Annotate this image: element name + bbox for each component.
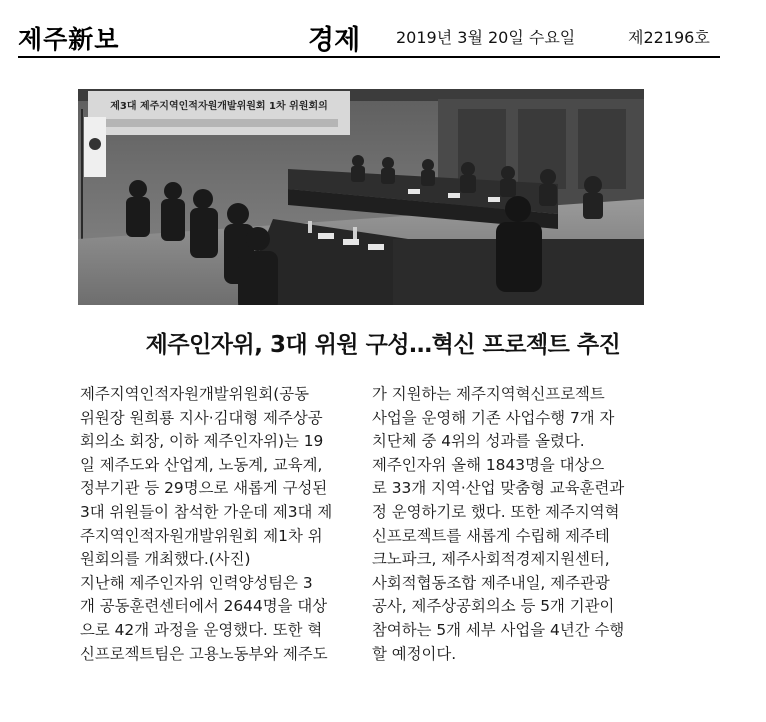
article-line: 크노파크, 제주사회적경제지원센터, <box>372 550 610 569</box>
article-line: 회의소 회장, 이하 제주인자위)는 19 <box>80 432 324 451</box>
issue-number: 제22196호 <box>628 28 710 47</box>
article-line: 정 운영하기로 했다. 또한 제주지역혁 <box>372 502 620 521</box>
masthead <box>18 18 720 56</box>
article-column-left <box>80 383 362 666</box>
article-line: 참여하는 5개 세부 사업을 4년간 수행 <box>372 620 625 639</box>
article-line: 로 33개 지역·산업 맞춤형 교육훈련과 <box>372 479 625 498</box>
article-headline: 제주인자위, 3대 위원 구성…혁신 프로젝트 추진 <box>145 332 621 358</box>
publication-date: 2019년 3월 20일 수요일 <box>396 28 576 47</box>
article-line: 사업을 운영해 기존 사업수행 7개 자 <box>372 408 615 427</box>
article-line: 지난해 제주인자위 인력양성팀은 3 <box>80 573 313 592</box>
article-line: 3대 위원들이 참석한 가운데 제3대 제 <box>80 502 333 521</box>
article-line: 공사, 제주상공회의소 등 5개 기관이 <box>372 597 615 616</box>
article-line: 제주인자위 올해 1843명을 대상으 <box>372 455 605 474</box>
article-line: 제주지역인적자원개발위원회(공동 <box>80 385 310 403</box>
article-line: 신프로젝트팀은 고용노동부와 제주도 <box>80 644 328 663</box>
article-line: 원회의를 개최했다.(사진) <box>80 550 251 569</box>
article-photo <box>78 89 644 305</box>
masthead-rule <box>18 56 720 58</box>
article-line: 할 예정이다. <box>372 644 457 663</box>
article-line: 으로 42개 과정을 운영했다. 또한 혁 <box>80 620 323 639</box>
article-column-right <box>372 383 672 666</box>
article-line: 가 지원하는 제주지역혁신프로젝트 <box>372 385 605 403</box>
article-line: 사회적협동조합 제주내일, 제주관광 <box>372 573 610 592</box>
article-line: 정부기관 등 29명으로 새롭게 구성된 <box>80 479 328 498</box>
article-line: 위원장 원희룡 지사·김대형 제주상공 <box>80 408 323 427</box>
article-line: 개 공동훈련센터에서 2644명을 대상 <box>80 597 328 616</box>
banner-text: 제3대 제주지역인적자원개발위원회 1차 위원회의 <box>110 101 328 112</box>
article-line: 일 제주도와 산업계, 노동계, 교육계, <box>80 455 323 474</box>
section-title: 경제 <box>308 25 361 56</box>
article-line: 주지역인적자원개발위원회 제1차 위 <box>80 526 323 545</box>
newspaper-logo: 제주新보 <box>18 25 120 54</box>
article-line: 치단체 중 4위의 성과를 올렸다. <box>372 432 585 451</box>
article-line: 신프로젝트를 새롭게 수립해 제주테 <box>372 526 610 545</box>
